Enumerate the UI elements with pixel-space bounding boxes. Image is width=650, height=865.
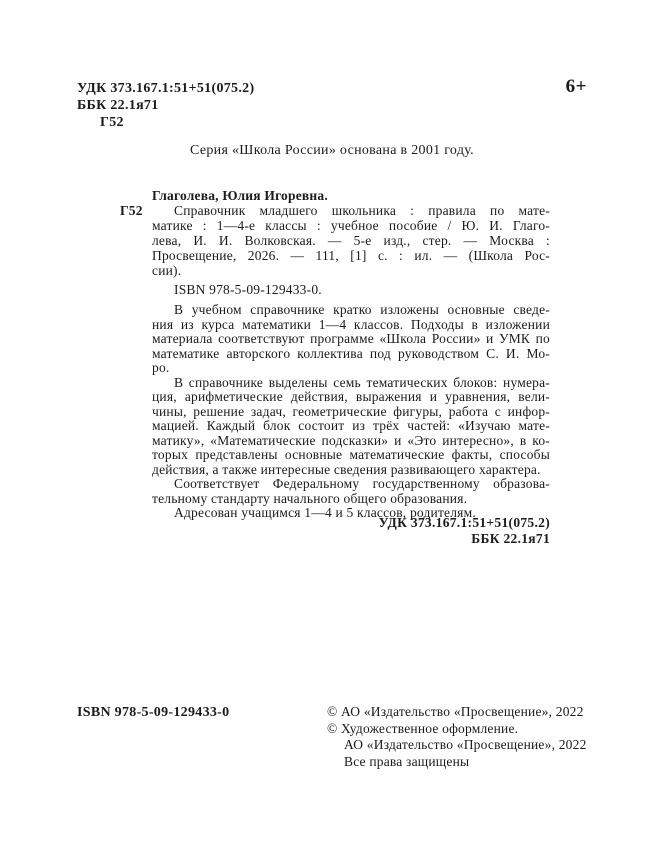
annotation-paragraph [152, 477, 550, 506]
author-sign: Г52 [100, 115, 124, 130]
text-line: тельному стандарту начального общего образования. [152, 490, 468, 506]
text-line: материала соответствуют программе «Школа России» и УМК по [152, 331, 550, 346]
text-line: торых представлены основные математические факты, способы [152, 447, 550, 462]
bbk-code: ББК 22.1я71 [77, 98, 159, 113]
annotation-paragraph [152, 376, 550, 478]
text-line: лева, И. И. Волковская. — 5-е изд., стер. — Москва : [152, 233, 550, 248]
text-line: В справочнике выделены семь тематических блоков: нумера- [174, 374, 550, 390]
udk-code: УДК 373.167.1:51+51(075.2) [77, 81, 255, 96]
annotation-paragraph [152, 303, 550, 376]
text-line: матику», «Математические подсказки» и «Это интересно», в ко- [152, 432, 550, 448]
text-line: © Художественное оформление. [327, 720, 519, 736]
author-sign-margin: Г52 [120, 203, 143, 218]
text-line: мацией. Каждый блок состоит из трёх частей: «Изучаю мате- [152, 418, 550, 433]
classification-codes-bottom [379, 515, 550, 547]
text-line: АО «Издательство «Просвещение», 2022 [344, 737, 587, 752]
text-line: действия, а также интересные сведения развивающего характера. [152, 461, 541, 477]
copyright-block [327, 704, 587, 770]
text-line: Соответствует Федеральному государственному образова- [174, 476, 550, 491]
text-line: математике авторского коллектива под руководством С. И. Мо- [152, 345, 550, 361]
text-line: Просвещение, 2026. — 111, [1] с. : ил. — (Школа Рос- [152, 248, 550, 263]
author-name: Глаголева, Юлия Игоревна. [152, 188, 328, 203]
text-line: Все права защищены [344, 753, 470, 769]
text-line: ция, арифметические действия, выражения и уравнения, вели- [152, 389, 550, 404]
text-line: ро. [152, 360, 170, 375]
text-line: Адресован учащимся 1—4 и 5 классов, родителям. [174, 505, 476, 520]
text-line: Справочник младшего школьника : правила по мате- [174, 203, 550, 218]
bbk-code-bottom: ББК 22.1я71 [471, 531, 550, 546]
text-line: сии). [152, 263, 182, 278]
udk-code-bottom: УДК 373.167.1:51+51(075.2) [378, 515, 550, 530]
text-line: чины, решение задач, геометрические фигуры, работа с инфор- [152, 403, 550, 419]
classification-codes-top [77, 80, 254, 131]
bibliographic-description [152, 203, 550, 278]
text-line: матике : 1—4-е классы : учебное пособие / Ю. И. Глаго- [152, 218, 550, 233]
text-line: ния из курса математики 1—4 классов. Подходы в изложении [152, 316, 550, 332]
age-rating-badge: 6+ [565, 76, 587, 97]
catalog-card [120, 188, 550, 297]
text-line: В учебном справочнике кратко изложены основные сведе- [174, 302, 550, 317]
text-line: © АО «Издательство «Просвещение», 2022 [327, 704, 584, 719]
isbn-catalog: ISBN 978-5-09-129433-0. [174, 282, 322, 297]
isbn-footer: ISBN 978-5-09-129433-0 [77, 705, 230, 720]
annotation [152, 303, 550, 521]
series-note: Серия «Школа России» основана в 2001 году. [190, 143, 474, 158]
